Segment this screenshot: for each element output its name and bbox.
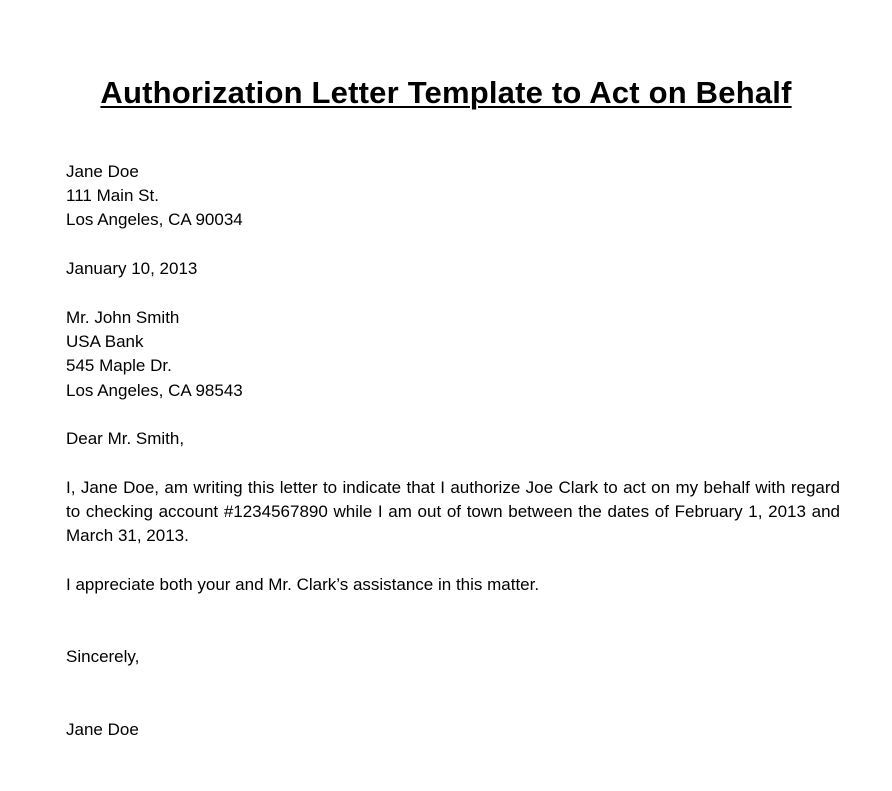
recipient-name: Mr. John Smith	[66, 308, 180, 327]
salutation	[66, 427, 848, 451]
signature-name: Jane Doe	[66, 720, 139, 739]
recipient-company: USA Bank	[66, 332, 144, 352]
signature	[66, 718, 848, 742]
recipient-address	[66, 306, 848, 403]
body-paragraph-2: I appreciate both your and Mr. Clark’s assistance in this matter.	[66, 575, 540, 594]
date-text: January 10, 2013	[66, 259, 198, 278]
sender-address	[66, 160, 848, 233]
recipient-street: 545 Maple Dr.	[66, 356, 172, 376]
letter-date	[66, 257, 848, 281]
body-paragraph-1: I, Jane Doe, am writing this letter to indicate that I authorize Joe Clark to act on my behalf with regard to checking account #1234567890 while I am out of town between the dates of February 1, 2013 and March 31, 2013.	[66, 478, 840, 546]
salutation-text: Dear Mr. Smith,	[66, 429, 185, 448]
sender-city-line: Los Angeles, CA 90034	[66, 210, 243, 230]
closing-text: Sincerely,	[66, 647, 140, 666]
closing	[66, 645, 848, 669]
sender-name: Jane Doe	[66, 162, 139, 181]
recipient-city-line: Los Angeles, CA 98543	[66, 380, 243, 400]
letter-title	[0, 74, 892, 112]
letter-title-text: Authorization Letter Template to Act on Behalf	[100, 75, 792, 110]
sender-street: 111 Main St.	[66, 186, 159, 206]
